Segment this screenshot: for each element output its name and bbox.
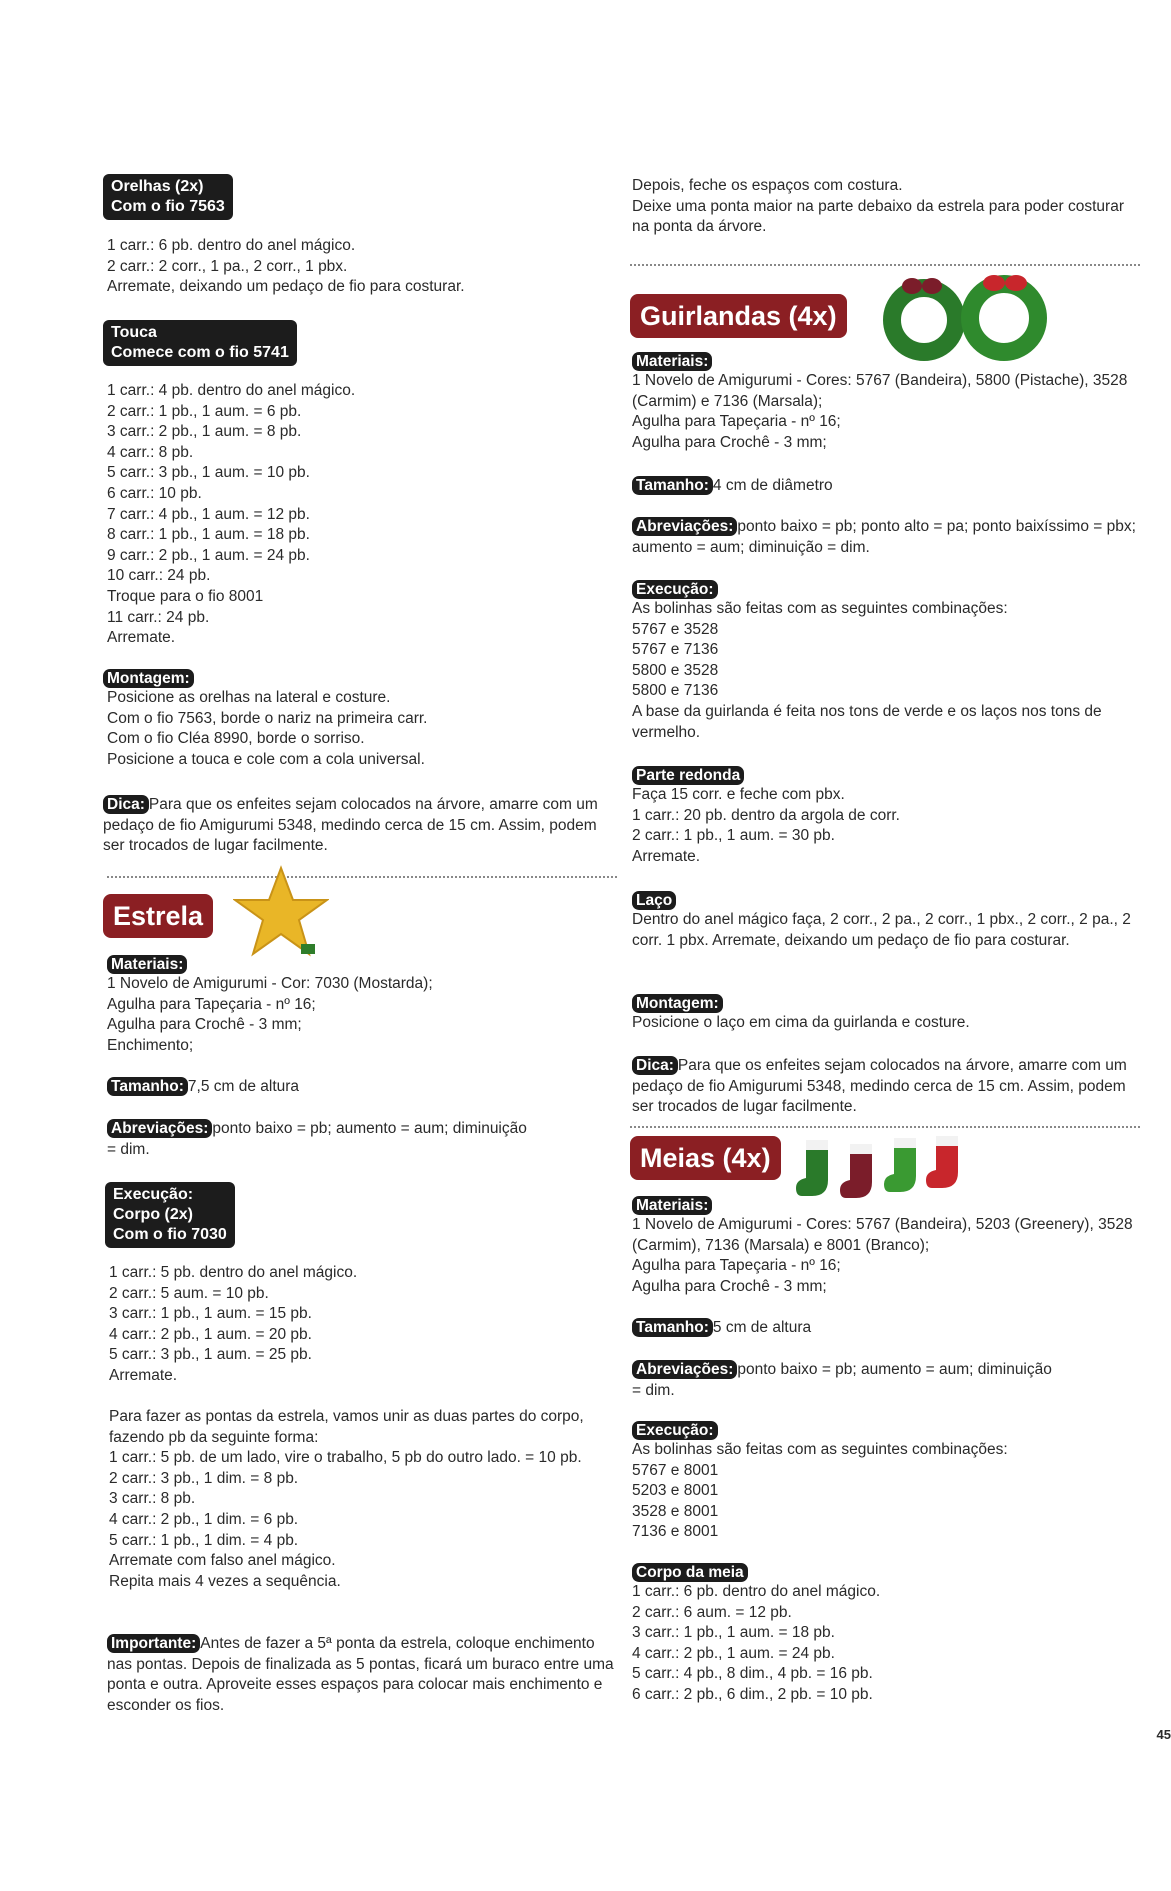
- estrela-pontas-instructions: [109, 1407, 619, 1592]
- text-line: 1 Novelo de Amigurumi - Cores: 5767 (Bandeira), 5800 (Pistache), 3528 (Carmim) e 7136 (Marsala);: [632, 372, 1128, 410]
- dica-label: Dica:: [632, 1056, 678, 1075]
- montagem-label: Montagem:: [103, 669, 194, 688]
- tamanho-value: 4 cm de diâmetro: [712, 477, 833, 494]
- text-line: 1 carr.: 4 pb. dentro do anel mágico.: [107, 382, 356, 399]
- execucao-header: [105, 1182, 235, 1248]
- text-line: Troque para o fio 8001: [107, 587, 264, 605]
- estrela-materiais: [107, 955, 617, 1056]
- text-line: Agulha para Crochê - 3 mm;: [632, 433, 827, 451]
- text-line: 6 carr.: 2 pb., 6 dim., 2 pb. = 10 pb.: [632, 1685, 873, 1703]
- estrela-title-box: [103, 894, 213, 938]
- execucao-subtitle: Com o fio 7030: [113, 1226, 227, 1243]
- text-line: Agulha para Crochê - 3 mm;: [632, 1277, 827, 1295]
- montagem-section: [103, 669, 613, 770]
- text-line: 2 carr.: 1 pb., 1 aum. = 30 pb.: [632, 827, 835, 845]
- meias-title-box: [630, 1136, 781, 1180]
- divider: [107, 876, 617, 878]
- estrela-abreviacoes: [107, 1119, 527, 1160]
- laco-label: Laço: [632, 891, 676, 910]
- parte-redonda-section: [632, 766, 1137, 867]
- corpo-meia-section: [632, 1563, 1137, 1706]
- text-line: Para fazer as pontas da estrela, vamos unir as duas partes do corpo, fazendo pb da seguinte forma:: [109, 1408, 584, 1446]
- touca-instructions: [107, 381, 617, 649]
- tamanho-label: Tamanho:: [107, 1077, 188, 1096]
- execucao-label: Execução:: [632, 580, 718, 599]
- text-line: 4 carr.: 2 pb., 1 dim. = 6 pb.: [109, 1510, 299, 1528]
- text-line: 3 carr.: 2 pb., 1 aum. = 8 pb.: [107, 423, 302, 441]
- materiais-label: Materiais:: [632, 352, 712, 371]
- text-line: 3 carr.: 8 pb.: [109, 1490, 196, 1508]
- guirlandas-title: Guirlandas (4x): [630, 294, 847, 338]
- abreviacoes-text: ponto baixo = pb; ponto alto = pa; ponto baixíssimo = pbx; aumento = aum; diminuição = dim.: [632, 518, 1136, 556]
- guirlandas-title-box: [630, 294, 847, 338]
- text-line: 5800 e 3528: [632, 661, 719, 679]
- text-line: 9 carr.: 2 pb., 1 aum. = 24 pb.: [107, 546, 310, 564]
- dica-section: [103, 795, 615, 857]
- estrela-title: Estrela: [103, 894, 213, 938]
- guirlandas-tamanho: [632, 476, 1142, 497]
- tamanho-value: 7,5 cm de altura: [187, 1078, 300, 1095]
- orelhas-subtitle: Com o fio 7563: [111, 198, 225, 215]
- abreviacoes-label: Abreviações:: [632, 1360, 737, 1379]
- text-line: Agulha para Tapeçaria - nº 16;: [107, 995, 316, 1013]
- guirlandas-dica: [632, 1056, 1140, 1118]
- meias-execucao: [632, 1421, 1137, 1543]
- text-line: Agulha para Crochê - 3 mm;: [107, 1016, 302, 1034]
- text-line: 2 carr.: 1 pb., 1 aum. = 6 pb.: [107, 402, 302, 420]
- orelhas-title: Orelhas (2x): [111, 178, 204, 195]
- text-line: 6 carr.: 10 pb.: [107, 484, 202, 502]
- dica-label: Dica:: [103, 795, 149, 814]
- touca-header: [103, 320, 297, 366]
- text-line: A base da guirlanda é feita nos tons de verde e os laços nos tons de vermelho.: [632, 702, 1102, 741]
- touca-title: Touca: [111, 324, 157, 341]
- text-line: 5767 e 8001: [632, 1461, 719, 1479]
- text-line: Posicione as orelhas na lateral e costure.: [107, 689, 391, 706]
- guirlandas-execucao: [632, 580, 1137, 743]
- text-line: Agulha para Tapeçaria - nº 16;: [632, 413, 841, 431]
- abreviacoes-label: Abreviações:: [107, 1119, 212, 1138]
- tamanho-label: Tamanho:: [632, 476, 713, 495]
- text-line: Arremate com falso anel mágico.: [109, 1552, 336, 1570]
- text-line: Posicione a touca e cole com a cola universal.: [107, 750, 425, 768]
- text-line: 3 carr.: 1 pb., 1 aum. = 15 pb.: [109, 1305, 312, 1323]
- meias-abreviacoes: [632, 1360, 1052, 1401]
- montagem-label: Montagem:: [632, 994, 723, 1013]
- star-ornament-image: [233, 864, 329, 960]
- abreviacoes-text: ponto baixo = pb; aumento = aum; diminuição = dim.: [107, 1120, 527, 1158]
- text-line: As bolinhas são feitas com as seguintes combinações:: [632, 1441, 1008, 1458]
- touca-subtitle: Comece com o fio 5741: [111, 344, 289, 361]
- text-line: 7 carr.: 4 pb., 1 aum. = 12 pb.: [107, 505, 310, 523]
- stocking-ornaments-image: [796, 1132, 976, 1202]
- text-line: 2 carr.: 3 pb., 1 dim. = 8 pb.: [109, 1469, 299, 1487]
- importante-text: Antes de fazer a 5ª ponta da estrela, coloque enchimento nas pontas. Depois de finalizada as 5 pontas, ficará um buraco entre uma ponta e outra. Aproveite esses espaços para colocar mais enchimento e esconder os fios.: [107, 1635, 614, 1714]
- text-line: 5767 e 3528: [632, 620, 719, 638]
- estrela-continuation: [632, 176, 1142, 238]
- text-line: 4 carr.: 8 pb.: [107, 443, 194, 461]
- text-line: Deixe uma ponta maior na parte debaixo da estrela para poder costurar na ponta da árvore.: [632, 197, 1124, 236]
- text-line: 5 carr.: 4 pb., 8 dim., 4 pb. = 16 pb.: [632, 1665, 873, 1683]
- text-line: 3 carr.: 1 pb., 1 aum. = 18 pb.: [632, 1624, 835, 1642]
- tamanho-value: 5 cm de altura: [712, 1319, 812, 1336]
- page-number: 45: [1156, 1727, 1171, 1742]
- meias-materiais: [632, 1196, 1142, 1297]
- text-line: Com o fio 7563, borde o nariz na primeira carr.: [107, 709, 428, 727]
- text-line: 10 carr.: 24 pb.: [107, 567, 211, 585]
- text-line: Agulha para Tapeçaria - nº 16;: [632, 1257, 841, 1275]
- text-line: 1 carr.: 5 pb. dentro do anel mágico.: [109, 1264, 358, 1281]
- execucao-subtitle: Corpo (2x): [113, 1206, 193, 1223]
- laco-text: Dentro do anel mágico faça, 2 corr., 2 pa., 2 corr., 1 pbx., 2 corr., 2 pa., 2 corr. 1 pbx. Arremate, deixando um pedaço de fio para costurar.: [632, 911, 1131, 949]
- text-line: 1 carr.: 20 pb. dentro da argola de corr.: [632, 806, 900, 824]
- text-line: 1 carr.: 5 pb. de um lado, vire o trabalho, 5 pb do outro lado. = 10 pb.: [109, 1449, 582, 1467]
- text-line: 2 carr.: 6 aum. = 12 pb.: [632, 1603, 792, 1621]
- dica-text: Para que os enfeites sejam colocados na árvore, amarre com um pedaço de fio Amigurumi 5348, medindo cerca de 15 cm. Assim, podem ser trocados de lugar facilmente.: [632, 1057, 1127, 1116]
- importante-section: [107, 1634, 619, 1716]
- parte-redonda-label: Parte redonda: [632, 766, 744, 785]
- text-line: 5203 e 8001: [632, 1482, 719, 1500]
- abreviacoes-label: Abreviações:: [632, 517, 737, 536]
- text-line: Faça 15 corr. e feche com pbx.: [632, 786, 845, 803]
- orelhas-instructions: [107, 236, 617, 298]
- materiais-label: Materiais:: [632, 1196, 712, 1215]
- guirlandas-materiais: [632, 352, 1142, 453]
- estrela-corpo-instructions: [109, 1263, 619, 1387]
- text-line: 4 carr.: 2 pb., 1 aum. = 20 pb.: [109, 1325, 312, 1343]
- text-line: Arremate.: [107, 629, 176, 647]
- text-line: 2 carr.: 5 aum. = 10 pb.: [109, 1284, 269, 1302]
- text-line: Com o fio Cléa 8990, borde o sorriso.: [107, 730, 365, 748]
- orelhas-header: [103, 174, 233, 220]
- montagem-text: Posicione o laço em cima da guirlanda e costure.: [632, 1014, 970, 1031]
- corpo-meia-label: Corpo da meia: [632, 1563, 748, 1582]
- text-line: 2 carr.: 2 corr., 1 pa., 2 corr., 1 pbx.: [107, 257, 348, 275]
- text-line: 7136 e 8001: [632, 1523, 719, 1541]
- importante-label: Importante:: [107, 1634, 200, 1653]
- text-line: 1 Novelo de Amigurumi - Cor: 7030 (Mostarda);: [107, 975, 433, 992]
- text-line: Arremate.: [632, 847, 701, 865]
- meias-tamanho: [632, 1318, 1142, 1339]
- execucao-label: Execução:: [632, 1421, 718, 1440]
- laco-section: [632, 891, 1140, 951]
- text-line: 1 Novelo de Amigurumi - Cores: 5767 (Bandeira), 5203 (Greenery), 3528 (Carmim), 7136 (Marsala) e 8001 (Branco);: [632, 1216, 1133, 1254]
- divider: [630, 1126, 1140, 1128]
- text-line: 5 carr.: 3 pb., 1 aum. = 10 pb.: [107, 464, 310, 482]
- text-line: 5 carr.: 3 pb., 1 aum. = 25 pb.: [109, 1346, 312, 1364]
- divider: [630, 264, 1140, 266]
- text-line: Depois, feche os espaços com costura.: [632, 177, 903, 194]
- text-line: Arremate.: [109, 1366, 178, 1384]
- guirlandas-montagem: [632, 994, 1140, 1034]
- guirlandas-abreviacoes: [632, 517, 1137, 558]
- text-line: 1 carr.: 6 pb. dentro do anel mágico.: [632, 1583, 881, 1600]
- dica-text: Para que os enfeites sejam colocados na árvore, amarre com um pedaço de fio Amigurumi 5348, medindo cerca de 15 cm. Assim, podem ser trocados de lugar facilmente.: [103, 796, 598, 855]
- tamanho-label: Tamanho:: [632, 1318, 713, 1337]
- text-line: Arremate, deixando um pedaço de fio para costurar.: [107, 278, 465, 296]
- text-line: 11 carr.: 24 pb.: [107, 608, 210, 626]
- text-line: As bolinhas são feitas com as seguintes combinações:: [632, 600, 1008, 617]
- text-line: 3528 e 8001: [632, 1502, 719, 1520]
- text-line: 1 carr.: 6 pb. dentro do anel mágico.: [107, 237, 356, 254]
- text-line: 5 carr.: 1 pb., 1 dim. = 4 pb.: [109, 1531, 299, 1549]
- text-line: 5800 e 7136: [632, 682, 719, 700]
- meias-title: Meias (4x): [630, 1136, 781, 1180]
- text-line: Enchimento;: [107, 1036, 194, 1054]
- estrela-tamanho: [107, 1077, 617, 1098]
- text-line: 5767 e 7136: [632, 641, 719, 659]
- text-line: Repita mais 4 vezes a sequência.: [109, 1572, 341, 1590]
- text-line: 4 carr.: 2 pb., 1 aum. = 24 pb.: [632, 1644, 835, 1662]
- abreviacoes-text: ponto baixo = pb; aumento = aum; diminuição = dim.: [632, 1361, 1052, 1399]
- text-line: 8 carr.: 1 pb., 1 aum. = 18 pb.: [107, 526, 310, 544]
- execucao-title: Execução:: [113, 1186, 194, 1203]
- wreath-ornaments-image: [878, 268, 1058, 364]
- materiais-label: Materiais:: [107, 955, 187, 974]
